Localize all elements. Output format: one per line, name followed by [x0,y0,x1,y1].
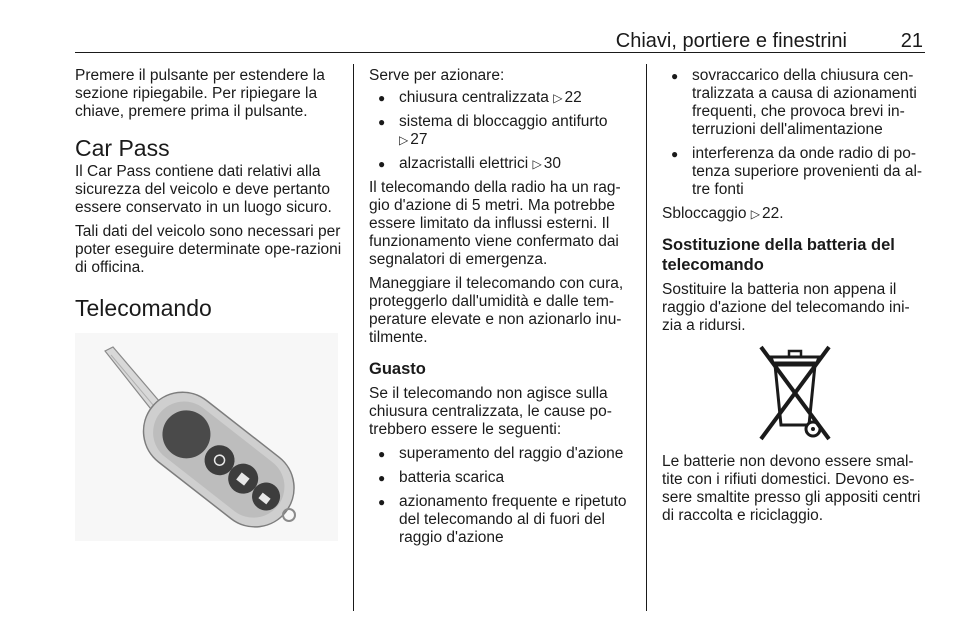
guasto-heading: Guasto [369,360,426,378]
list-item: ● sistema di bloccaggio antifurto ▷ 27 [369,113,637,149]
header-divider [75,52,925,53]
battery-paragraph: Sostituire la batteria non appena il raggio d'azione del telecomando ini-zia a ridursi. [662,281,910,334]
chapter-title: Chiavi, portiere e finestrini [615,30,847,52]
guasto-list [369,445,637,547]
column-1 [75,67,347,541]
list-item: ● chiusura centralizzata ▷ 22 [369,89,637,107]
page-link[interactable]: 30 [543,155,561,172]
telecomando-heading: Telecomando [75,295,212,321]
column-divider-1 [353,64,354,611]
key-fold-instructions: Premere il pulsante per estendere la sezione ripiegabile. Per ripiegare la chiave, premere prima il pulsante. [75,67,325,120]
care-paragraph: Maneggiare il telecomando con cura, proteggerlo dall'umidità e dalle tem-perature elevate e non azionarlo inu-tilmente. [369,275,624,346]
serve-list [369,89,637,173]
disposal-paragraph: Le batterie non devono essere smal-tite con i rifiuti domestici. Devono es-sere smaltite presso gli appositi centri di raccolta e riciclaggio. [662,453,921,524]
page-number: 21 [900,30,923,52]
car-pass-paragraph: Il Car Pass contiene dati relativi alla sicurezza del veicolo e deve pertanto essere conservato in un luogo sicuro. [75,163,332,216]
page-link[interactable]: 22. [762,205,784,222]
page-link[interactable]: 22 [564,89,582,106]
sbloccaggio-reference: Sbloccaggio ▷ 22. [662,205,784,222]
list-item: ● azionamento frequente e ripetuto del telecomando al di fuori del raggio d'azione [369,493,637,547]
list-item: ● alzacristalli elettrici ▷ 30 [369,155,637,173]
page-reference-arrow-icon: ▷ [532,157,542,171]
page-reference-arrow-icon: ▷ [553,91,563,105]
page-link[interactable]: 27 [410,131,428,148]
range-paragraph: Il telecomando della radio ha un rag-gio d'azione di 5 metri. Ma potrebbe essere limitato da influssi esterni. Il funzionamento viene confermato dai segnalatori di emergenza. [369,179,621,268]
serve-intro: Serve per azionare: [369,67,505,84]
guasto-paragraph: Se il telecomando non agisce sulla chiusura centralizzata, le cause po-trebbero essere le seguenti: [369,385,612,438]
page-header [75,30,925,52]
crossed-out-wheelie-bin-icon [757,343,833,443]
column-divider-2 [646,64,647,611]
column-3 [662,67,928,531]
page-reference-arrow-icon: ▷ [750,207,760,221]
car-pass-heading: Car Pass [75,135,170,161]
battery-heading: Sostituzione della batteria del telecomando [662,236,895,274]
page-reference-arrow-icon: ▷ [399,133,409,147]
key-fob-image [75,333,338,541]
list-item: ● superamento del raggio d'azione [369,445,637,463]
list-item: ● sovraccarico della chiusura cen-tralizzata a causa di azionamenti frequenti, che provoca brevi in-terruzioni dell'alimentazione [662,67,928,139]
list-item: ● batteria scarica [369,469,637,487]
column-2 [369,67,637,553]
cause-list [662,67,928,199]
list-item: ● interferenza da onde radio di po-tenza superiore provenienti da al-tre fonti [662,145,928,199]
vehicle-data-paragraph: Tali dati del veicolo sono necessari per poter eseguire determinate ope-razioni di officina. [75,223,342,276]
